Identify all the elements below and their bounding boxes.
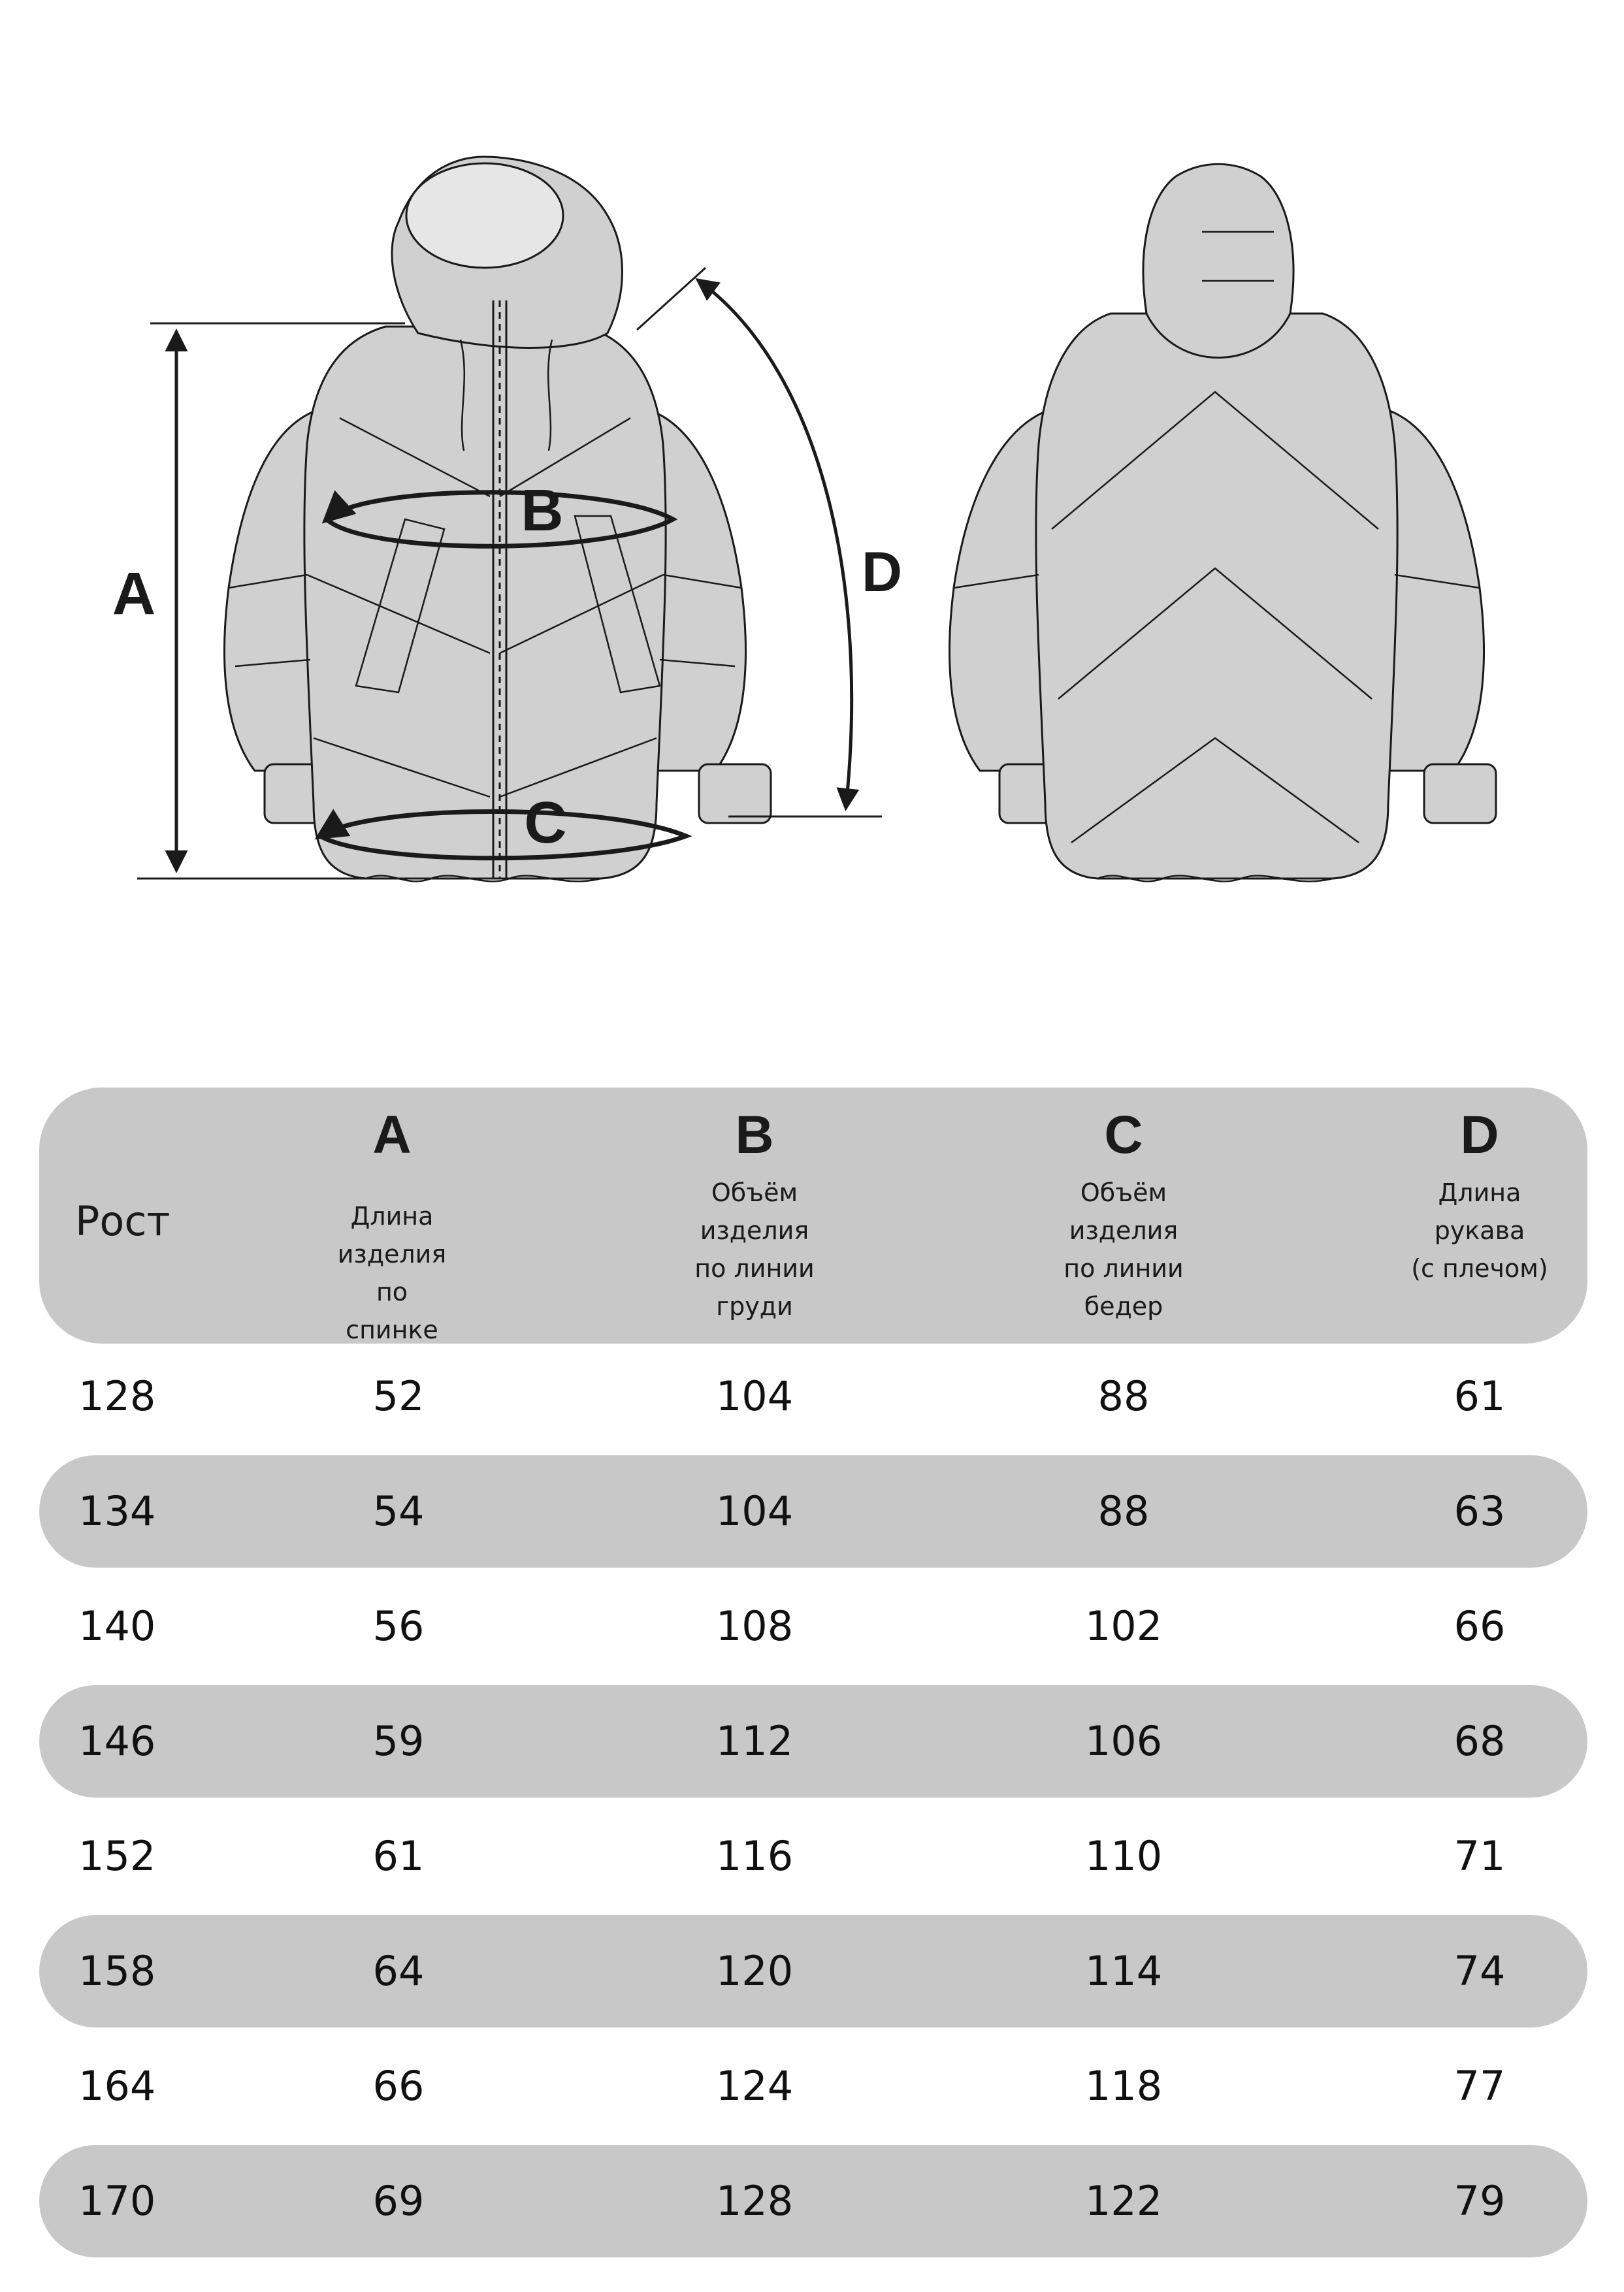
cell-b: 104 [715,1372,794,1420]
cell-rost: 134 [78,1487,156,1535]
cell-d: 68 [1453,1717,1506,1765]
cell-rost: 152 [78,1832,156,1880]
cell-c: 106 [1084,1717,1163,1765]
cell-d: 79 [1453,2177,1506,2225]
cell-a: 61 [372,1832,425,1880]
table-row [39,1685,1587,1798]
cell-c: 88 [1097,1487,1150,1535]
cell-d: 63 [1453,1487,1506,1535]
cell-a: 64 [372,1947,425,1995]
cell-c: 114 [1084,1947,1163,1995]
cell-c: 110 [1084,1832,1163,1880]
size-table [39,1088,1587,2273]
label-b: B [521,478,564,543]
column-description: Длина рукава (с плечом) [1411,1178,1548,1283]
cell-a: 69 [372,2177,425,2225]
cell-rost: 140 [78,1602,156,1650]
cell-b: 128 [715,2177,794,2225]
cell-b: 116 [715,1832,794,1880]
column-description: Длина изделия по спинке [337,1202,447,1344]
cell-c: 118 [1084,2062,1163,2110]
cell-c: 122 [1084,2177,1163,2225]
column-header-c [986,1106,1261,1325]
cell-a: 52 [372,1372,425,1420]
cell-rost: 164 [78,2062,156,2110]
column-header-d [1342,1106,1617,1287]
jacket-diagram [0,0,1624,928]
column-letter: C [1104,1105,1143,1165]
column-header-a [255,1106,529,1349]
table-row [39,1340,1587,1453]
column-letter: A [372,1105,412,1165]
table-row [39,1570,1587,1683]
label-a: A [112,560,156,627]
column-letter: B [735,1105,774,1165]
cell-b: 108 [715,1602,794,1650]
table-row [39,2030,1587,2142]
cell-b: 104 [715,1487,794,1535]
cell-a: 66 [372,2062,425,2110]
jacket-back [949,164,1496,881]
cell-rost: 128 [78,1372,156,1420]
cell-a: 59 [372,1717,425,1765]
jacket-front [224,157,771,881]
table-row [39,2145,1587,2257]
cell-rost: 158 [78,1947,156,1995]
column-description: Объём изделия по линии груди [694,1178,815,1321]
cell-d: 77 [1453,2062,1506,2110]
cell-d: 74 [1453,1947,1506,1995]
cell-c: 88 [1097,1372,1150,1420]
cell-b: 120 [715,1947,794,1995]
column-header-b [617,1106,892,1325]
table-row [39,1800,1587,1913]
cell-d: 66 [1453,1602,1506,1650]
table-header [39,1088,1587,1344]
table-row [39,1915,1587,2027]
cell-a: 56 [372,1602,425,1650]
cell-b: 112 [715,1717,794,1765]
cell-a: 54 [372,1487,425,1535]
cell-d: 71 [1453,1832,1506,1880]
table-row [39,1455,1587,1568]
cell-d: 61 [1453,1372,1506,1420]
column-letter: D [1460,1105,1499,1165]
cell-rost: 170 [78,2177,156,2225]
cell-rost: 146 [78,1717,156,1765]
rost-header: Рост [75,1197,171,1245]
label-c: C [524,790,567,856]
cell-b: 124 [715,2062,794,2110]
cell-c: 102 [1084,1602,1163,1650]
column-description: Объём изделия по линии бедер [1064,1178,1184,1321]
label-d: D [861,541,903,604]
